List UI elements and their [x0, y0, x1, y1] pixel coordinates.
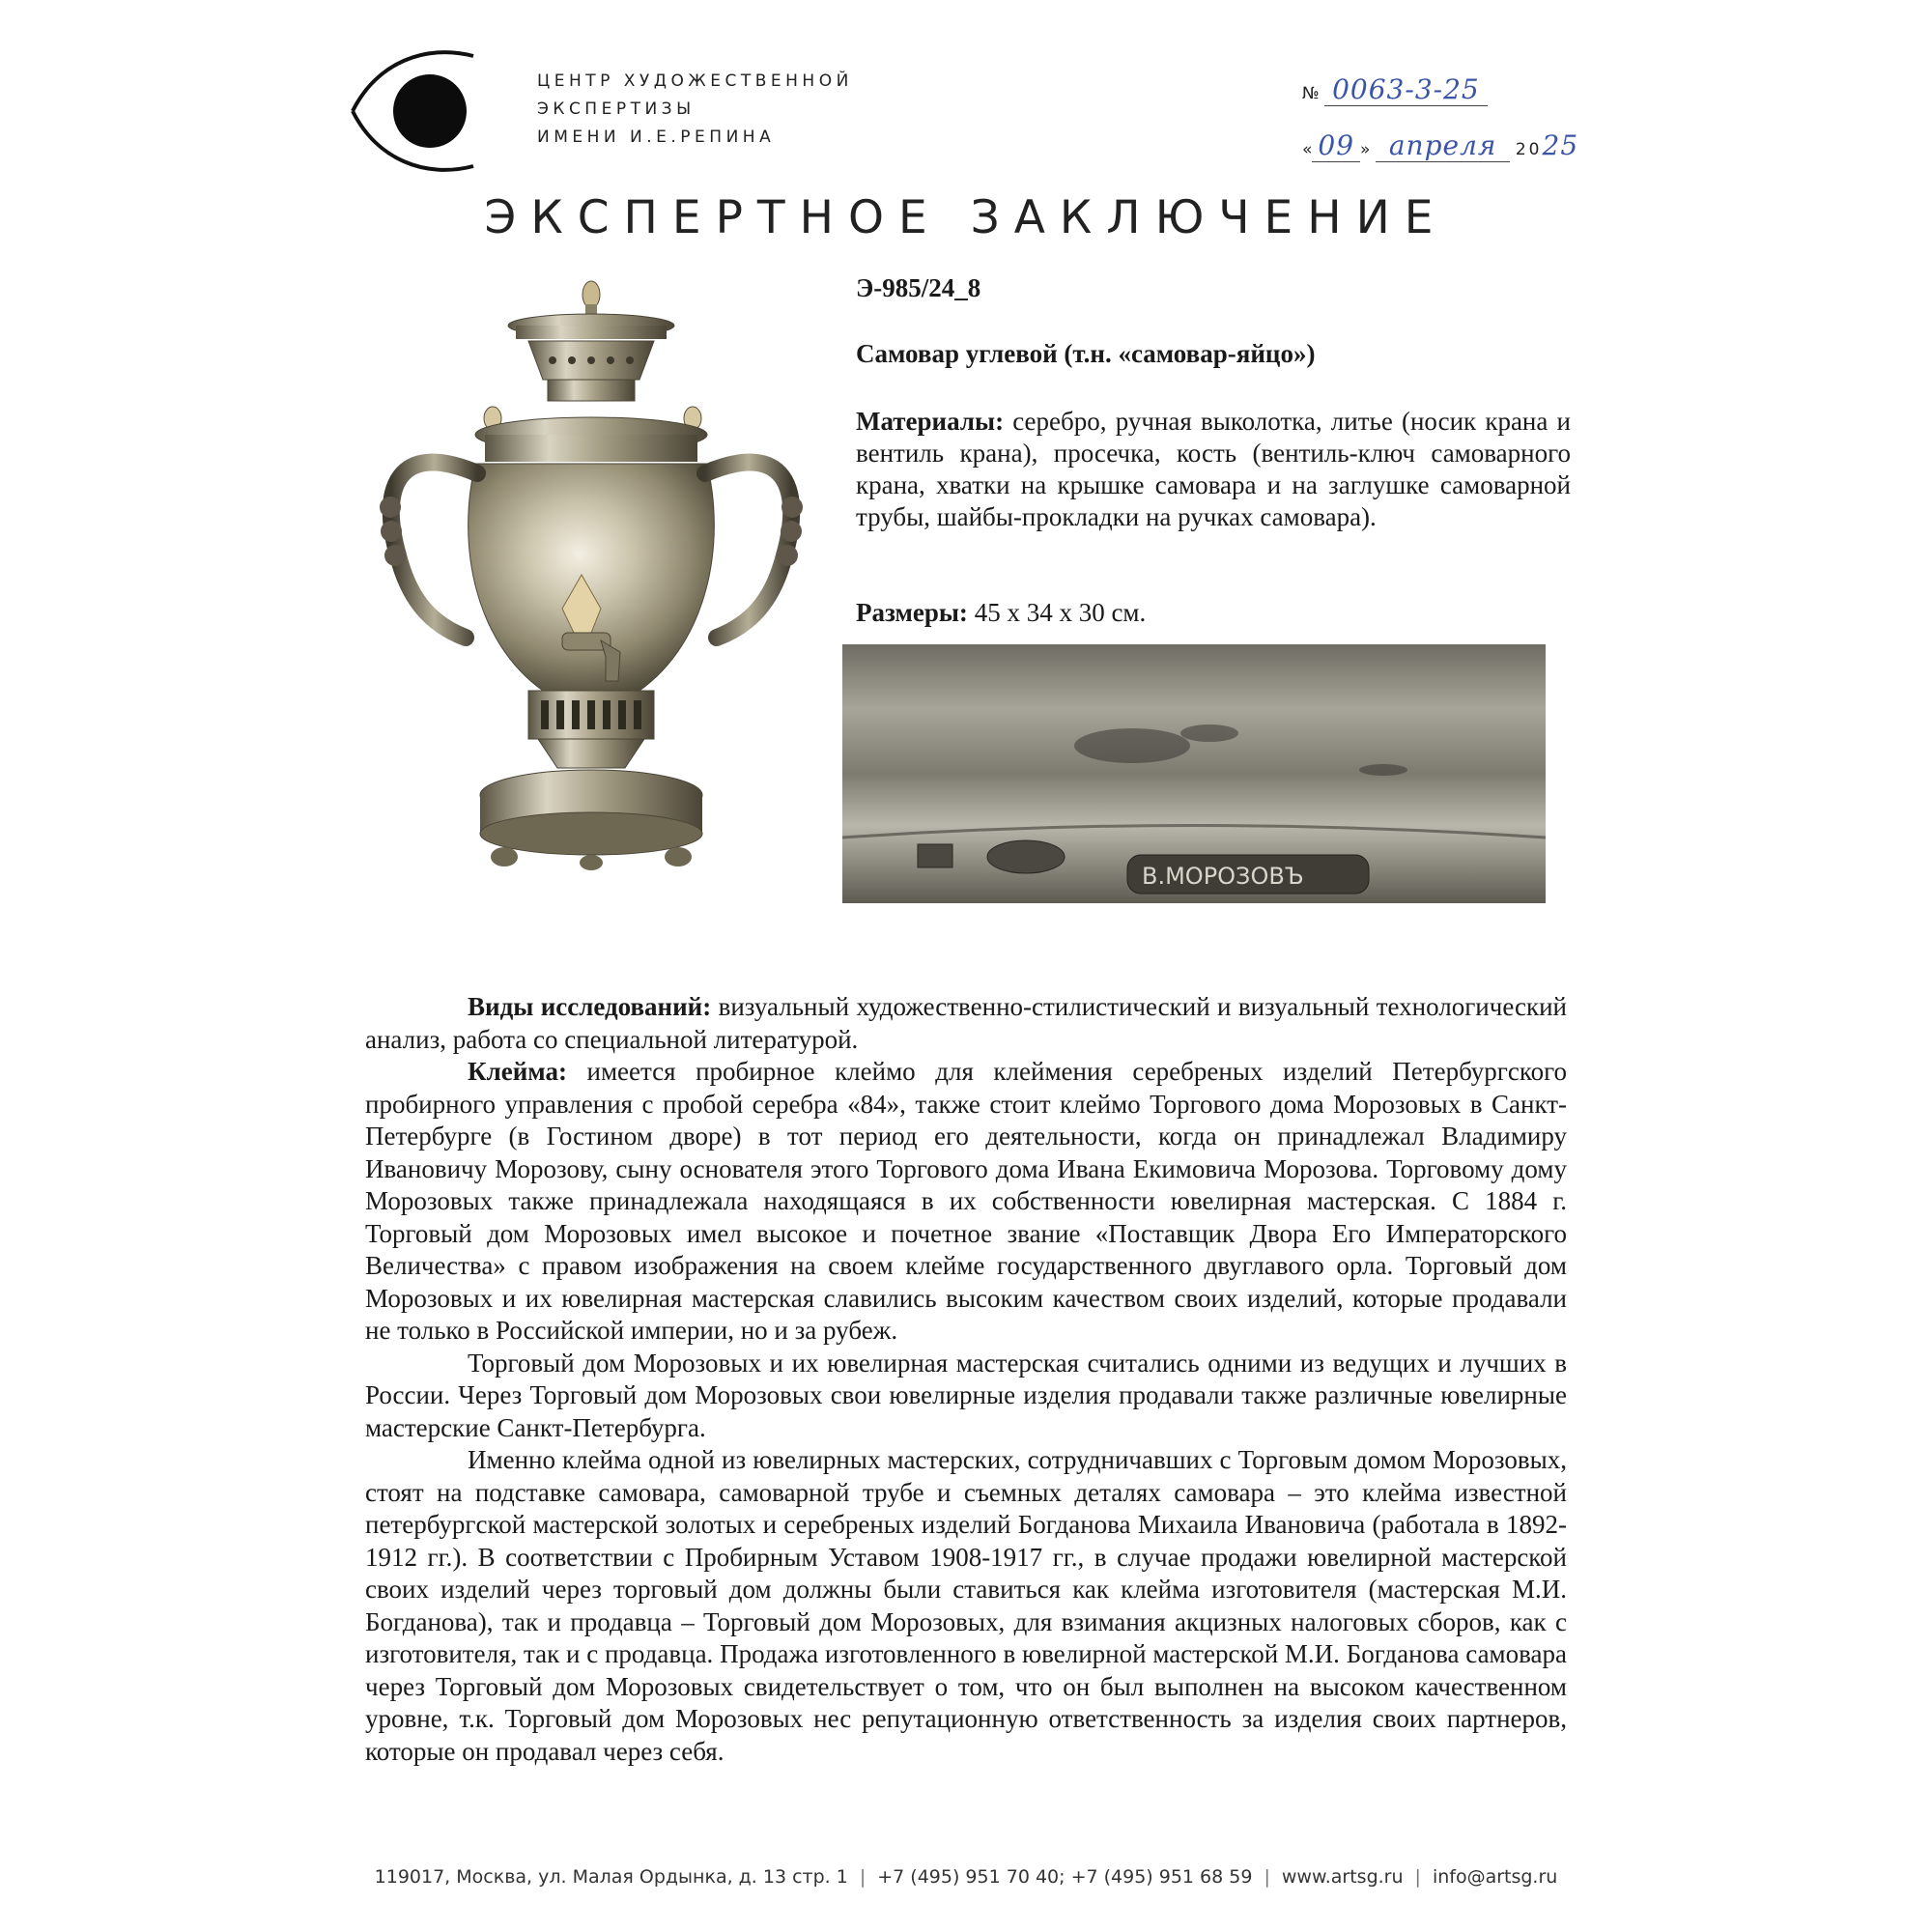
item-name: Самовар углевой (т.н. «самовар-яйцо»)	[856, 339, 1316, 368]
registration-number	[1302, 73, 1488, 106]
org-line-2: ЭКСПЕРТИЗЫ	[537, 99, 696, 119]
marks-paragraph	[365, 1056, 1567, 1348]
marks-label: Клейма:	[468, 1057, 567, 1086]
samovar-photo	[359, 266, 823, 884]
footer-phones: +7 (495) 951 70 40; +7 (495) 951 68 59	[877, 1866, 1253, 1888]
marks-text: имеется пробирное клеймо для клеймения серебреных изделий Петербургского пробирного управления с пробой серебра «84», также стоит клеймо Торгового дома Морозовых в Санкт-Петербурге (в Гостином дворе) в тот период его деятельности, когда он принадлежал Владимиру Ивановичу Морозову, сыну основателя этого Торгового дома Ивана Екимовича Морозова. Торговому дому Морозовых также принадлежала находящаяся в их собственности ювелирная мастерская. С 1884 г. Торговый дом Морозовых имел высокое и почетное звание «Поставщик Двора Его Императорского Величества» с правом изображения на своем клейме государственного двуглавого орла. Торговый дом Морозовых и их ювелирная мастерская славились высоким качеством своих изделий, которые продавали не только в Российской империи, но и за рубеж.	[365, 1057, 1567, 1345]
research-text: визуальный художественно-стилистический и визуальный технологический анализ, работа со специальной литературой.	[365, 992, 1567, 1054]
footer-email[interactable]: info@artsg.ru	[1432, 1866, 1558, 1888]
document-code: Э-985/24_8	[856, 273, 981, 302]
footer-address: 119017, Москва, ул. Малая Ордынка, д. 13 стр. 1	[374, 1866, 848, 1888]
materials-text: серебро, ручная выколотка, литье (носик крана и вентиль крана), просечка, кость (вентиль-ключ самоварного крана, хватки на крышке самовара и на заглушке самоварной трубы, шайбы-прокладки на ручках самовара).	[856, 407, 1571, 531]
org-line-1: ЦЕНТР ХУДОЖЕСТВЕННОЙ	[537, 71, 853, 91]
date-month: апреля	[1388, 129, 1497, 161]
footer-separator: |	[1414, 1866, 1421, 1888]
sizes-section	[856, 597, 1571, 629]
hallmark-text: В.МОРОЗОВЪ	[1142, 863, 1304, 890]
number-label: №	[1302, 84, 1320, 103]
eye-logo-icon	[338, 39, 522, 184]
org-line-3: ИМЕНИ И.Е.РЕПИНА	[537, 128, 776, 147]
footer-website[interactable]: www.artsg.ru	[1281, 1866, 1404, 1888]
date-close-quote: »	[1360, 140, 1371, 159]
document-body	[365, 991, 1567, 1768]
sizes-label: Размеры:	[856, 598, 968, 627]
hallmark-photo	[842, 644, 1546, 903]
number-value: 0063-3-25	[1332, 73, 1480, 105]
paragraph-4: Именно клейма одной из ювелирных мастерских, сотрудничавших с Торговым домом Морозовых, стоят на подставке самовара, самоварной трубе и съемных деталях самовара – это клейма известной петербургской мастерской золотых и серебреных изделий Богданова Михаила Ивановича (работала в 1892-1912 гг.). В соответствии с Пробирным Уставом 1908-1917 гг., в случае продажи ювелирной мастерской своих изделий через торговый дом должны были ставиться как клейма изготовителя (мастерская М.И. Богданова), так и продавца – Торговый дом Морозовых, для взимания акцизных налоговых сборов, как с изготовителя, так и с продавца. Продажа изготовленного в ювелирной мастерской М.И. Богданова самовара через Торговый дом Морозовых свидетельствует о том, что он был выполнен на высоком качественном уровне, т.к. Торговый дом Морозовых нес репутационную ответственность за изделия своих партнеров, которые он продавал через себя.	[365, 1445, 1567, 1766]
sizes-text: 45 х 34 х 30 см.	[967, 598, 1147, 627]
document-title: ЭКСПЕРТНОЕ ЗАКЛЮЧЕНИЕ	[484, 191, 1448, 244]
date-year-prefix: 20	[1515, 140, 1543, 159]
materials-section	[856, 406, 1571, 533]
research-label: Виды исследований:	[468, 992, 712, 1021]
organization-name	[537, 68, 853, 152]
footer-separator: |	[859, 1866, 867, 1888]
footer-contacts	[0, 1866, 1932, 1888]
footer-separator: |	[1264, 1866, 1270, 1888]
date-day: 09	[1318, 129, 1355, 161]
research-paragraph	[365, 991, 1567, 1056]
date-open-quote: «	[1302, 140, 1313, 159]
date-year-suffix: 25	[1542, 129, 1579, 161]
registration-date	[1302, 129, 1578, 162]
materials-label: Материалы:	[856, 407, 1005, 436]
paragraph-3: Торговый дом Морозовых и их ювелирная мастерская считались одними из ведущих и лучших в России. Через Торговый дом Морозовых свои ювелирные изделия продавали также различные ювелирные мастерские Санкт-Петербурга.	[365, 1348, 1567, 1442]
